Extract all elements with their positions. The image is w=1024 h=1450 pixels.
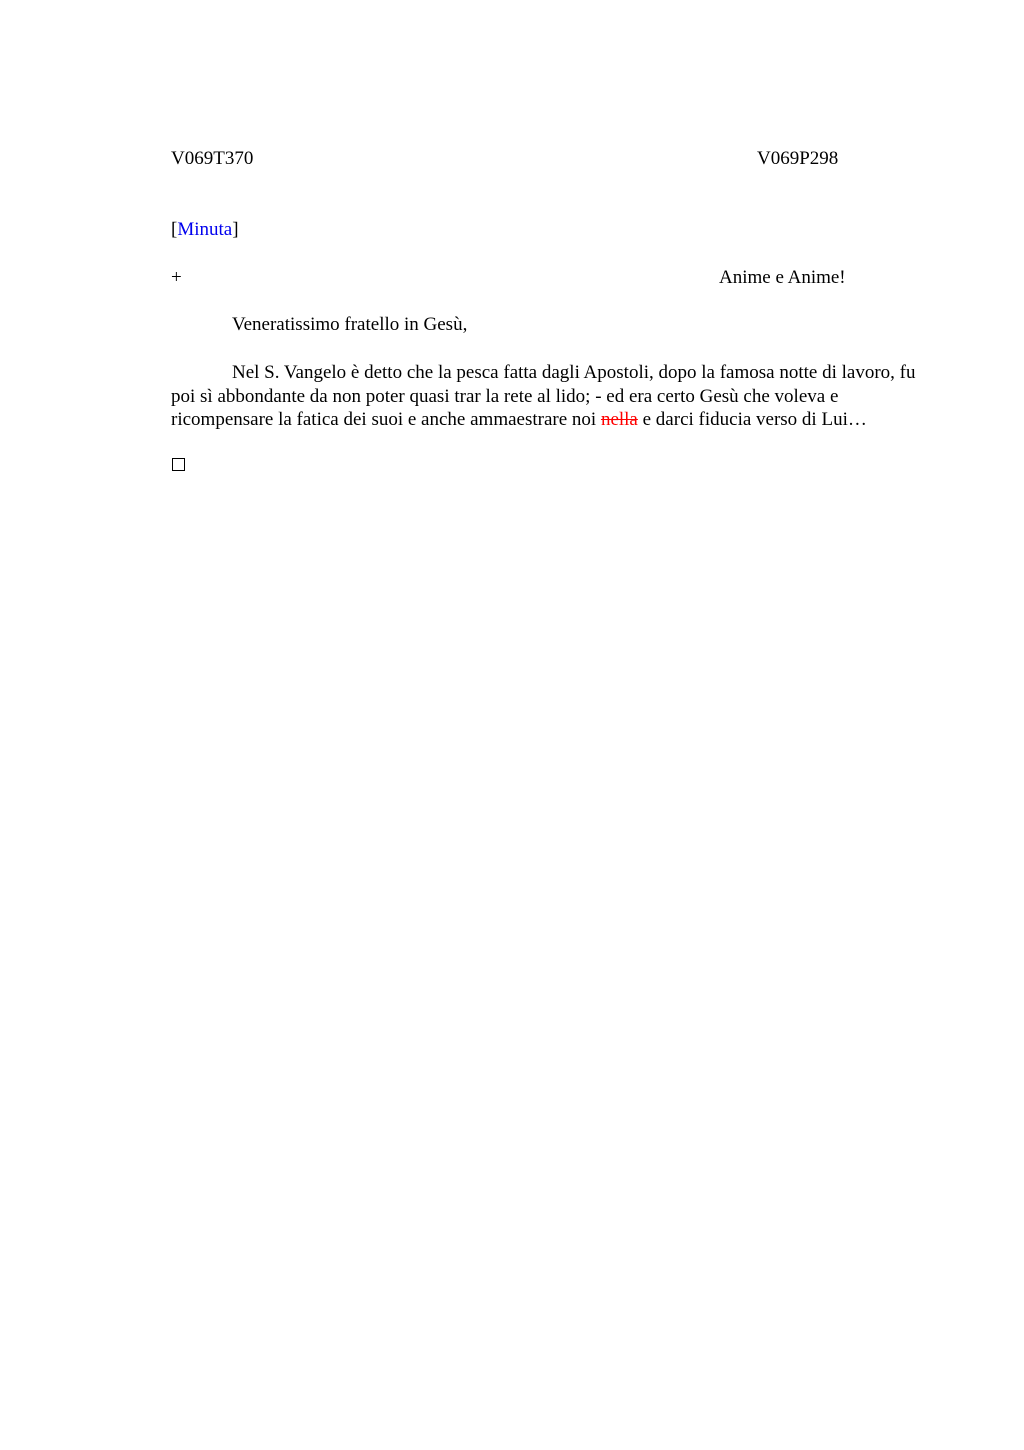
body-text-before-deletion: Nel S. Vangelo è detto che la pesca fatta dagli Apostoli, dopo la famosa notte di lavoro, fu poi sì abbondante da non poter quasi trar la rete al lido; - ed era certo Gesù che voleva e ricompensare la fatica dei suoi e anche ammaestrare noi	[171, 362, 916, 430]
empty-square-icon	[172, 458, 185, 471]
document-code-left: V069T370	[171, 148, 254, 169]
cross-symbol: +	[171, 267, 182, 288]
letter-salutation: Veneratissimo fratello in Gesù,	[232, 314, 468, 335]
letter-body-paragraph	[171, 361, 931, 432]
minuta-label	[171, 218, 239, 241]
document-code-right: V069P298	[757, 148, 839, 169]
body-text-after-deletion: e darci fiducia verso di Lui…	[637, 409, 867, 430]
minuta-link[interactable]: Minuta	[177, 219, 233, 240]
motto-text: Anime e Anime!	[719, 267, 846, 288]
close-bracket: ]	[232, 219, 239, 240]
open-bracket: [	[171, 219, 178, 240]
deleted-word: nella	[600, 409, 638, 430]
